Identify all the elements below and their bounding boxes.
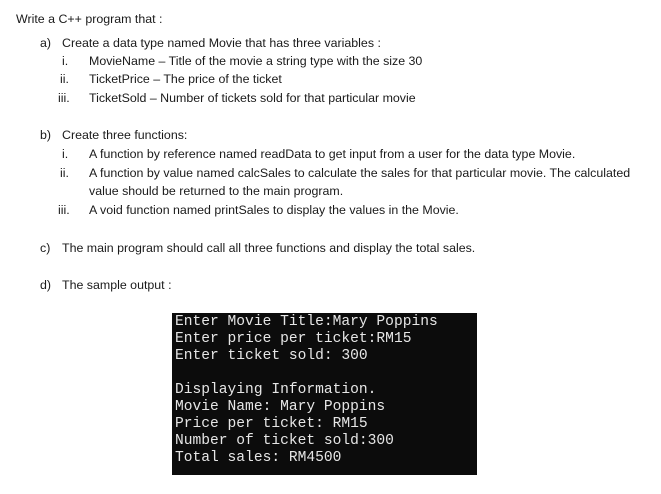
b-item-1-marker: i. (62, 147, 69, 161)
b-item-2-marker: ii. (60, 166, 69, 180)
a-item-2-marker: ii. (60, 72, 69, 86)
section-a-text: Create a data type named Movie that has three variables : (62, 36, 381, 50)
b-item-3-text: A void function named printSales to display the values in the Movie. (89, 203, 459, 217)
console-line: Enter ticket sold: 300 (175, 348, 368, 364)
a-item-1-marker: i. (62, 54, 69, 68)
b-item-2-continuation: value should be returned to the main program. (89, 184, 344, 198)
a-item-2-text: TicketPrice – The price of the ticket (89, 72, 282, 86)
console-line: Movie Name: Mary Poppins (175, 399, 386, 415)
b-item-1-text: A function by reference named readData to get input from a user for the data type Movie. (89, 147, 576, 161)
console-line: Displaying Information. (175, 382, 377, 398)
console-line: Enter Movie Title:Mary Poppins (175, 314, 438, 330)
console-line: Number of ticket sold:300 (175, 433, 394, 449)
a-item-3-marker: iii. (58, 91, 70, 105)
section-b-text: Create three functions: (62, 128, 188, 142)
section-a-marker: a) (40, 36, 52, 50)
a-item-1-text: MovieName – Title of the movie a string type with the size 30 (89, 54, 423, 68)
console-line: Enter price per ticket:RM15 (175, 331, 412, 347)
section-c-text: The main program should call all three functions and display the total sales. (62, 241, 476, 255)
a-item-3-text: TicketSold – Number of tickets sold for that particular movie (89, 91, 416, 105)
section-c-marker: c) (40, 241, 51, 255)
intro-text: Write a C++ program that : (16, 12, 163, 26)
section-d-marker: d) (40, 278, 52, 292)
section-d-text: The sample output : (62, 278, 172, 292)
b-item-2-text: A function by value named calcSales to calculate the sales for that particular movie. The calculated (89, 166, 631, 180)
b-item-3-marker: iii. (58, 203, 70, 217)
section-b-marker: b) (40, 128, 52, 142)
console-line: Total sales: RM4500 (175, 450, 342, 466)
sample-output-console (172, 313, 477, 475)
console-line: Price per ticket: RM15 (175, 416, 368, 432)
